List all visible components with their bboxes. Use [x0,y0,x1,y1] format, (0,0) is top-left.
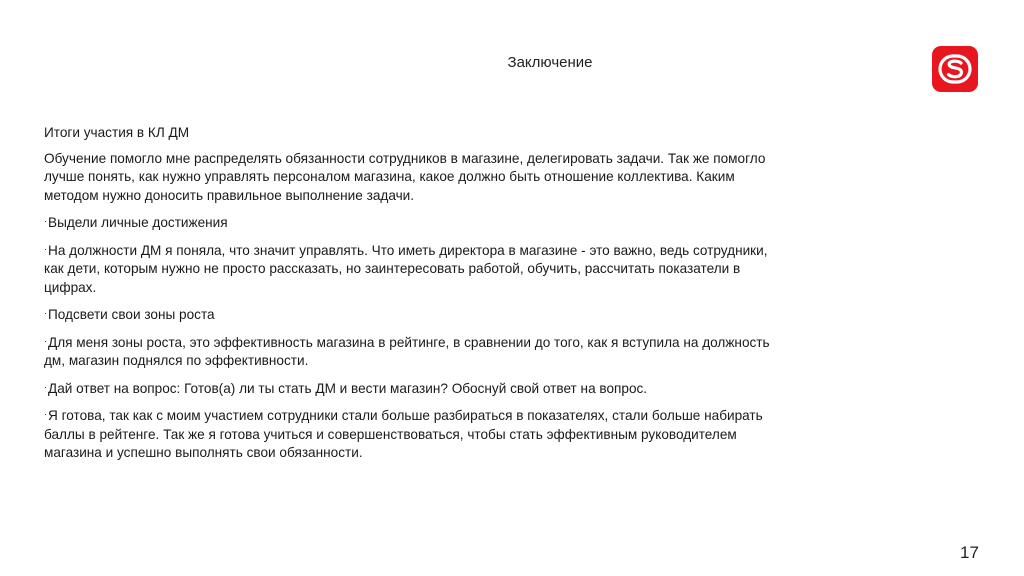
answer-text: Я готова, так как с моим участием сотрудники стали больше разбираться в показателях, стали больше набирать баллы в рейтенге. Так же я готова учиться и совершенствоваться, чтобы стать эффективным руководителем магазина и успешно выполнять свои обязанности. [44,408,763,460]
bullet-marker: · [44,381,47,392]
answer-readiness [44,405,784,463]
question-achievements [44,212,784,233]
question-growth-zones [44,304,784,325]
bullet-marker: · [44,308,47,318]
page-number: 17 [960,543,979,562]
answer-text: Для меня зоны роста, это эффективность магазина в рейтинге, в сравнении до того, как я вступила на должность дм, магазин поднялся по эффективности. [44,334,770,368]
slide-title: Заключение [507,54,593,71]
intro-paragraph: Обучение помогло мне распределять обязанности сотрудников в магазине, делегировать задачи. Так же помогло лучше понять, как нужно управлять персоналом магазина, какое должно быть отношение коллектива. Каким методом нужно доносить правильное выполнение задачи. [44,150,766,203]
content-heading: Итоги участия в КЛ ДМ [44,125,190,140]
answer-text: На должности ДМ я поняла, что значит управлять. Что иметь директора в магазине - это важно, ведь сотрудники, как дети, которым нужно не просто рассказать, но заинтересовать работой, обучить, рассчитать показатели в цифрах. [44,242,768,295]
s-brand-logo-icon [932,46,978,92]
question-readiness [44,378,784,399]
question-text: Выдели личные достижения [48,215,228,230]
bullet-marker: · [44,409,47,419]
bullet-marker: · [44,216,47,226]
answer-growth-zones [44,332,784,371]
bullet-marker: · [44,243,47,254]
bullet-marker: · [44,335,47,346]
question-text: Подсвети свои зоны роста [48,307,215,322]
question-text: Дай ответ на вопрос: Готов(а) ли ты стать ДМ и вести магазин? Обоснуй свой ответ на вопрос. [48,380,648,396]
slide-content [44,124,784,470]
answer-achievements [44,240,784,298]
